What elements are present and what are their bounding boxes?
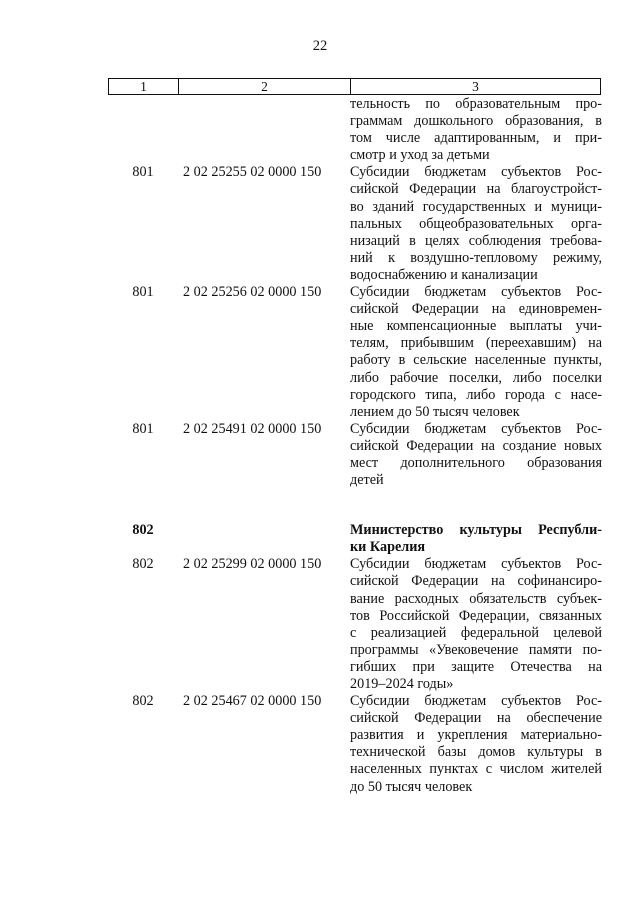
revenue-description [350, 164, 602, 284]
description-line: до 50 тысяч человек [350, 778, 473, 795]
revenue-code: 2 02 25299 02 0000 150 [183, 556, 322, 573]
revenue-code: 2 02 25256 02 0000 150 [183, 284, 322, 301]
revenue-description [350, 522, 602, 556]
table-row [108, 556, 602, 693]
row-spacer [108, 489, 602, 522]
description-line: телям, прибывшим (переехавшим) на [350, 335, 602, 352]
admin-code: 801 [132, 284, 154, 301]
description-line: программы «Увековечение памяти по- [350, 641, 602, 658]
table-row [108, 284, 602, 421]
description-line: лением до 50 тысяч человек [350, 403, 520, 420]
description-line: Субсидии бюджетам субъектов Рос- [350, 164, 602, 181]
description-line: детей [350, 472, 384, 489]
revenue-code: 2 02 25491 02 0000 150 [183, 420, 322, 437]
description-line: 2019–2024 годы» [350, 676, 454, 692]
table-row [108, 522, 602, 556]
table-header [108, 78, 601, 95]
description-line: ные компенсационные выплаты учи- [350, 318, 602, 335]
description-line: граммам дошкольного образования, в [350, 113, 602, 130]
revenue-description [350, 556, 602, 693]
description-line: Субсидии бюджетам субъектов Рос- [350, 693, 602, 710]
description-line: сийской Федерации на создание новых [350, 437, 602, 454]
admin-code: 802 [132, 556, 154, 573]
description-line: вание расходных обязательств субъек- [350, 590, 602, 607]
description-line: смотр и уход за детьми [350, 147, 490, 164]
admin-code: 801 [132, 164, 154, 181]
description-line: сийской Федерации на обеспечение [350, 710, 602, 727]
table-row [108, 96, 602, 164]
description-line: тов Российской Федерации, связанных [350, 607, 602, 624]
revenue-description [350, 693, 602, 796]
admin-code: 802 [132, 522, 154, 539]
description-line: Субсидии бюджетам субъектов Рос- [350, 420, 602, 437]
description-line: ки Карелия [350, 539, 426, 556]
description-line: Субсидии бюджетам субъектов Рос- [350, 284, 602, 301]
revenue-description [350, 284, 602, 421]
revenue-description [350, 96, 602, 164]
description-line: мест дополнительного образования [350, 454, 602, 471]
description-line: сийской Федерации на единовремен- [350, 301, 602, 318]
table-row [108, 693, 602, 796]
page-number: 22 [312, 38, 328, 54]
revenue-description [350, 421, 602, 489]
description-line: Министерство культуры Республи- [350, 522, 602, 539]
table-row [108, 421, 602, 489]
revenue-code: 2 02 25255 02 0000 150 [183, 164, 322, 181]
description-line: низаций в целях соблюдения требова- [350, 232, 602, 249]
description-line: ний к воздушно-тепловому режиму, [350, 249, 602, 266]
description-line: сийской Федерации на софинансиро- [350, 573, 602, 590]
header-col-3: 3 [351, 79, 601, 95]
description-line: Субсидии бюджетам субъектов Рос- [350, 556, 602, 573]
description-line: работу в сельские населенные пункты, [350, 352, 602, 369]
description-line: гибших при защите Отечества на [350, 658, 602, 675]
table-row [108, 164, 602, 284]
description-line: во зданий государственных и муници- [350, 198, 602, 215]
description-line: пальных общеобразовательных орга- [350, 215, 602, 232]
revenue-code: 2 02 25467 02 0000 150 [183, 693, 322, 710]
description-line: развития и укрепления материально- [350, 727, 602, 744]
header-col-1: 1 [109, 79, 179, 95]
table-body [108, 96, 602, 796]
description-line: городского типа, либо города с насе- [350, 386, 602, 403]
description-line: населенных пунктах с числом жителей [350, 761, 602, 778]
description-line: с реализацией федеральной целевой [350, 624, 602, 641]
header-col-2: 2 [179, 79, 351, 95]
admin-code: 801 [132, 420, 154, 437]
description-line: водоснабжению и канализации [350, 266, 538, 283]
description-line: сийской Федерации на благоустройст- [350, 181, 602, 198]
description-line: либо рабочие поселки, либо поселки [350, 369, 602, 386]
description-line: тельность по образовательным про- [350, 96, 602, 112]
description-line: том числе адаптированным, и при- [350, 130, 602, 147]
description-line: технической базы домов культуры в [350, 744, 602, 761]
admin-code: 802 [132, 693, 154, 710]
